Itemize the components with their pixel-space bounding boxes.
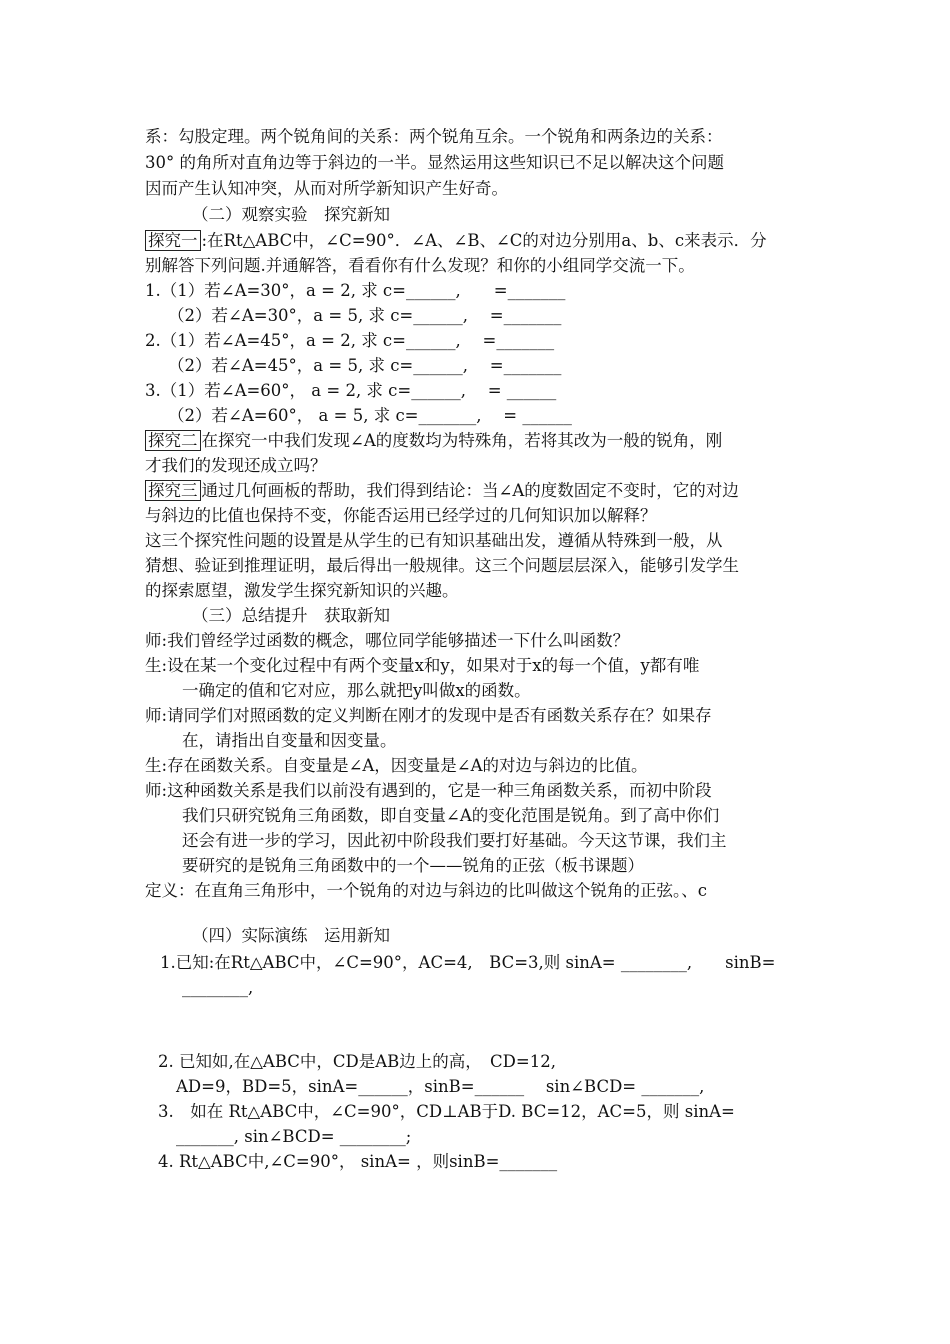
section-heading: （二）观察实验 探究新知 (192, 205, 390, 224)
summary-line: 的探索愿望，激发学生探究新知识的兴趣。 (145, 581, 459, 600)
exercise-3-line: _______, sin∠BCD= ________; (176, 1127, 412, 1146)
dialogue-text: 请同学们对照函数的定义判断在刚才的发现中是否有函数关系存在？如果存 (167, 706, 712, 725)
question-line: 2.（1）若∠A=45°，a = 2, 求 c=______, =_______ (145, 331, 555, 350)
explore-one-text: :在Rt△ABC中，∠C=90°．∠A、∠B、∠C的对边分别用a、b、c来表示．分 (201, 231, 767, 250)
question-line: （2）若∠A=60°， a = 5, 求 c=_______, = ______ (168, 406, 572, 425)
explore-three-line: 与斜边的比值也保持不变，你能否运用已经学过的几何知识加以解释？ (145, 506, 657, 525)
speaker-teacher: 师: (145, 631, 168, 650)
exercise-3-line: 3. 如在 Rt△ABC中，∠C=90°，CD⊥AB于D. BC=12，AC=5，则 sinA= (158, 1102, 735, 1121)
explore-two-label: 探究二 (145, 430, 201, 451)
section-heading: （三）总结提升 获取新知 (192, 606, 390, 625)
dialogue-line: 一确定的值和它对应，那么就把y叫做x的函数。 (182, 681, 531, 700)
explore-two-line (145, 429, 810, 453)
exercise-1-line: 1.已知:在Rt△ABC中，∠C=90°，AC=4, BC=3,则 sinA= ________, sinB= (160, 953, 776, 972)
exercise-2-line: AD=9，BD=5，sinA=______，sinB=______ sin∠BCD= _______, (176, 1077, 705, 1096)
dialogue-text: 这种函数关系是我们以前没有遇到的，它是一种三角函数关系，而初中阶段 (167, 781, 712, 800)
intro-line: 30° 的角所对直角边等于斜边的一半。显然运用这些知识已不足以解决这个问题 (145, 153, 724, 172)
dialogue-line: 我们只研究锐角三角函数，即自变量∠A的变化范围是锐角。到了高中你们 (182, 806, 720, 825)
dialogue-line (145, 779, 810, 803)
dialogue-line: 在，请指出自变量和因变量。 (182, 731, 397, 750)
speaker-student: 生: (145, 656, 168, 675)
question-line: （2）若∠A=30°，a = 5, 求 c=______, =_______ (168, 306, 562, 325)
section-heading: （四）实际演练 运用新知 (192, 926, 390, 945)
intro-line: 系：勾股定理。两个锐角间的关系：两个锐角互余。一个锐角和两条边的关系： (145, 127, 723, 146)
exercise-4-line: 4. Rt△ABC中,∠C=90°， sinA= ，则sinB=_______ (158, 1152, 558, 1171)
dialogue-text: 设在某一个变化过程中有两个变量x和y，如果对于x的每一个值，y都有唯 (167, 656, 700, 675)
summary-line: 这三个探究性问题的设置是从学生的已有知识基础出发，遵循从特殊到一般，从 (145, 531, 723, 550)
speaker-student: 生: (145, 756, 168, 775)
explore-three-text: 通过几何画板的帮助，我们得到结论：当∠A的度数固定不变时，它的对边 (201, 481, 739, 500)
dialogue-line (145, 629, 810, 653)
question-line: 1.（1）若∠A=30°，a = 2, 求 c=______, =_______ (145, 281, 566, 300)
speaker-teacher: 师: (145, 781, 168, 800)
explore-one-line (145, 229, 810, 253)
dialogue-line (145, 754, 810, 778)
explore-two-line: 才我们的发现还成立吗？ (145, 456, 327, 475)
dialogue-line (145, 654, 810, 678)
explore-three-line (145, 479, 810, 503)
explore-two-text: 在探究一中我们发现∠A的度数均为特殊角，若将其改为一般的锐角，刚 (201, 431, 723, 450)
dialogue-text: 存在函数关系。自变量是∠A，因变量是∠A的对边与斜边的比值。 (167, 756, 648, 775)
dialogue-line: 还会有进一步的学习，因此初中阶段我们要打好基础。今天这节课，我们主 (182, 831, 727, 850)
exercise-2-line: 2. 已知如,在△ABC中，CD是AB边上的高， CD=12, (158, 1052, 556, 1071)
explore-one-line: 别解答下列问题.并通解答，看看你有什么发现？和你的小组同学交流一下。 (145, 256, 695, 275)
question-line: 3.（1）若∠A=60°， a = 2, 求 c=______, = ______ (145, 381, 557, 400)
intro-line: 因而产生认知冲突，从而对所学新知识产生好奇。 (145, 179, 508, 198)
speaker-teacher: 师: (145, 706, 168, 725)
dialogue-line: 要研究的是锐角三角函数中的一个——锐角的正弦（板书课题） (182, 856, 644, 875)
dialogue-text: 我们曾经学过函数的概念，哪位同学能够描述一下什么叫函数？ (167, 631, 630, 650)
explore-one-label: 探究一 (145, 230, 201, 251)
explore-three-label: 探究三 (145, 480, 201, 501)
definition-line: 定义：在直角三角形中，一个锐角的对边与斜边的比叫做这个锐角的正弦。、c (145, 881, 707, 900)
summary-line: 猜想、验证到推理证明，最后得出一般规律。这三个问题层层深入，能够引发学生 (145, 556, 739, 575)
dialogue-line (145, 704, 810, 728)
exercise-1-line: ________, (182, 978, 254, 997)
question-line: （2）若∠A=45°，a = 5, 求 c=______, =_______ (168, 356, 562, 375)
